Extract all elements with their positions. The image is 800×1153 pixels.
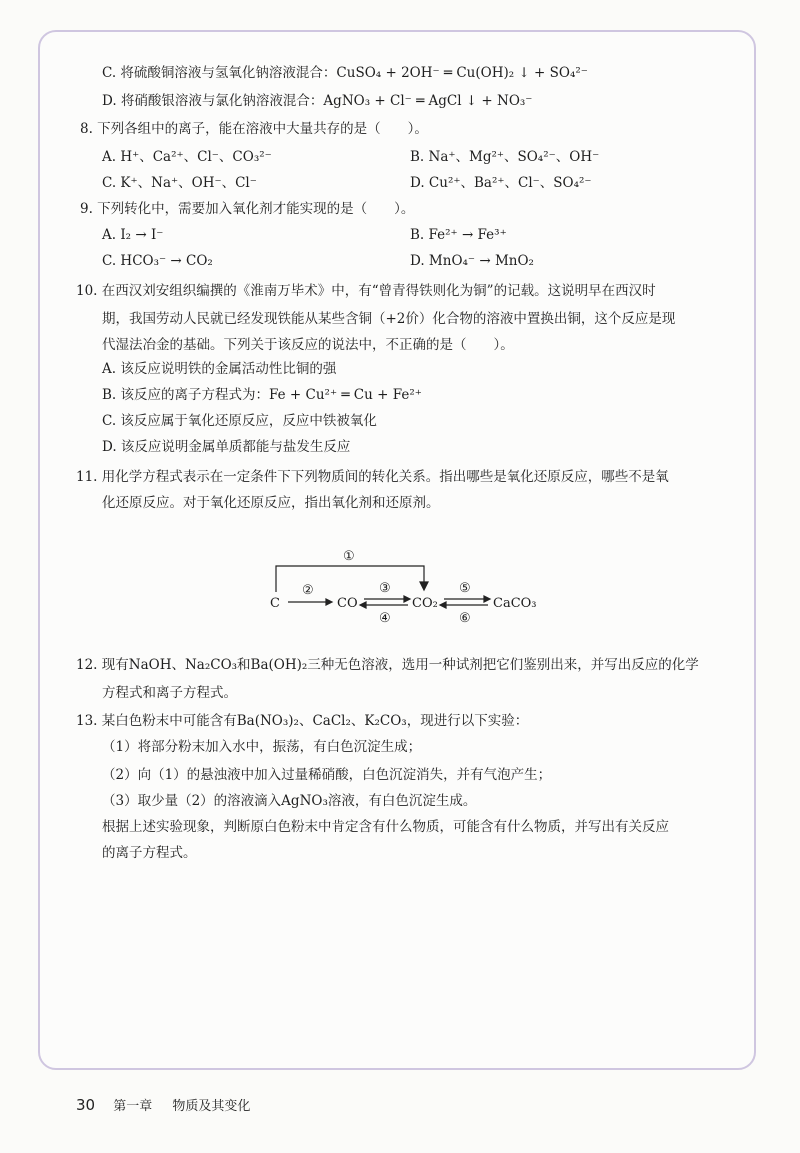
q10-line-2: 期，我国劳动人民就已经发现铁能从某些含铜（+2价）化合物的溶液中置换出铜，这个反应是现 (102, 311, 676, 327)
q9-option-d: D. MnO₄⁻ → MnO₂ (410, 253, 534, 269)
conversion-diagram (260, 540, 560, 630)
species-co2: CO₂ (412, 596, 438, 611)
page-number: 30 (76, 1096, 96, 1114)
q9-option-c: C. HCO₃⁻ → CO₂ (102, 253, 213, 269)
q11-line-2: 化还原反应。对于氧化还原反应，指出氧化剂和还原剂。 (102, 495, 440, 511)
label-3: ③ (379, 581, 391, 596)
q11-line-1: 11. 用化学方程式表示在一定条件下下列物质间的转化关系。指出哪些是氧化还原反应，哪些不是氧 (76, 469, 669, 485)
chapter-label: 第一章 (113, 1099, 153, 1114)
chapter-title: 物质及其变化 (172, 1099, 251, 1114)
q12-line-1: 12. 现有NaOH、Na₂CO₃和Ba(OH)₂三种无色溶液，选用一种试剂把它们鉴别出来，并写出反应的化学 (76, 657, 699, 673)
arrow-5-head (484, 596, 490, 602)
arrow-1-head (420, 582, 428, 590)
label-2: ② (302, 583, 314, 598)
q7-option-d: D. 将硝酸银溶液与氯化钠溶液混合：AgNO₃ + Cl⁻ ═ AgCl ↓ + NO₃⁻ (102, 93, 533, 109)
q10-option-a: A. 该反应说明铁的金属活动性比铜的强 (102, 361, 337, 377)
arrow-4-head (360, 602, 366, 608)
q10-option-c: C. 该反应属于氧化还原反应，反应中铁被氧化 (102, 413, 377, 429)
page-footer (76, 1095, 250, 1114)
q13-step-3: （3）取少量（2）的溶液滴入AgNO₃溶液，有白色沉淀生成。 (102, 793, 477, 809)
q13-conclusion-2: 的离子方程式。 (102, 845, 197, 861)
q13-conclusion-1: 根据上述实验现象，判断原白色粉末中肯定含有什么物质，可能含有什么物质，并写出有关反应 (102, 819, 669, 835)
arrow-1-line (276, 566, 424, 592)
q9-option-a: A. I₂ → I⁻ (102, 227, 164, 243)
q12-line-2: 方程式和离子方程式。 (102, 685, 237, 701)
q8-option-a: A. H⁺、Ca²⁺、Cl⁻、CO₃²⁻ (102, 149, 272, 165)
q7-option-c: C. 将硫酸铜溶液与氢氧化钠溶液混合：CuSO₄ + 2OH⁻ ═ Cu(OH)₂ ↓ + SO₄²⁻ (102, 65, 588, 81)
label-4: ④ (379, 611, 391, 626)
label-6: ⑥ (459, 611, 471, 626)
q13-step-2: （2）向（1）的悬浊液中加入过量稀硝酸，白色沉淀消失，并有气泡产生； (102, 767, 552, 783)
q8-stem: 8. 下列各组中的离子，能在溶液中大量共存的是（ ）。 (80, 121, 428, 137)
arrow-2-head (326, 599, 332, 605)
q9-option-b: B. Fe²⁺ → Fe³⁺ (410, 227, 507, 243)
label-1: ① (343, 549, 355, 564)
q8-option-b: B. Na⁺、Mg²⁺、SO₄²⁻、OH⁻ (410, 149, 600, 165)
label-5: ⑤ (459, 581, 471, 596)
q10-option-b: B. 该反应的离子方程式为：Fe + Cu²⁺ ═ Cu + Fe²⁺ (102, 387, 422, 403)
q8-option-d: D. Cu²⁺、Ba²⁺、Cl⁻、SO₄²⁻ (410, 175, 592, 191)
arrow-3-head (404, 596, 410, 602)
species-co: CO (337, 596, 358, 611)
q13-stem: 13. 某白色粉末中可能含有Ba(NO₃)₂、CaCl₂、K₂CO₃，现进行以下实验： (76, 713, 529, 729)
q10-line-1: 10. 在西汉刘安组织编撰的《淮南万毕术》中，有“曾青得铁则化为铜”的记载。这说明早在西汉时 (76, 283, 656, 299)
species-c: C (270, 596, 280, 611)
q10-line-3: 代湿法冶金的基础。下列关于该反应的说法中，不正确的是（ ）。 (102, 337, 514, 353)
species-caco3: CaCO₃ (493, 596, 537, 611)
q13-step-1: （1）将部分粉末加入水中，振荡，有白色沉淀生成； (102, 739, 422, 755)
q8-option-c: C. K⁺、Na⁺、OH⁻、Cl⁻ (102, 175, 257, 191)
q10-option-d: D. 该反应说明金属单质都能与盐发生反应 (102, 439, 351, 455)
arrow-6-head (440, 602, 446, 608)
q9-stem: 9. 下列转化中，需要加入氧化剂才能实现的是（ ）。 (80, 201, 415, 217)
